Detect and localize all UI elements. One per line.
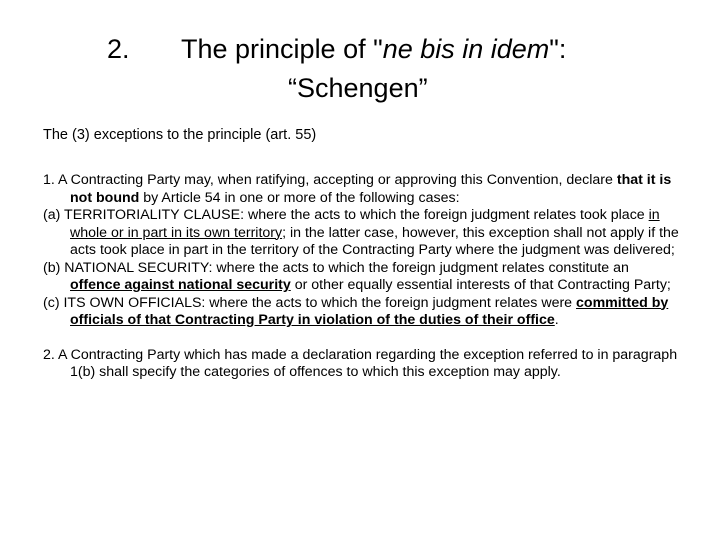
case-a <box>43 207 683 260</box>
paragraph-2: 2. A Contracting Party which has made a declaration regarding the exception referred to in paragraph 1(b) shall specify the categories of offences to which this exception may apply. <box>43 346 678 380</box>
case-a-underlined: in whole or in part in its own territory <box>70 207 660 241</box>
article-text <box>43 172 683 382</box>
case-a-part-2: ; in the latter case, however, this exception shall not apply if the acts took place in part in the territory of the Contracting Party where the judgment was delivered; <box>70 224 679 258</box>
title-prefix: The principle of " <box>181 34 383 64</box>
title-text <box>181 30 566 69</box>
case-b-underlined: offence against national security <box>70 277 291 293</box>
case-c-underlined: committed by officials of that Contracting Party in violation of the duties of their office <box>70 294 669 328</box>
case-b-part-2: or other equally essential interests of that Contracting Party; <box>290 277 671 293</box>
paragraph-1-part-2: by Article 54 in one or more of the following cases: <box>139 189 460 206</box>
title-latin-phrase: ne bis in idem <box>382 34 550 64</box>
paragraph-1-bold: that it is not bound <box>70 172 672 206</box>
title-suffix: ": <box>549 34 567 64</box>
title-line-1 <box>0 30 720 69</box>
case-b-part-1: (b) NATIONAL SECURITY: where the acts to which the foreign judgment relates constitute an <box>43 259 629 276</box>
paragraph-1 <box>43 172 683 207</box>
slide-title <box>0 30 720 103</box>
subheading: The (3) exceptions to the principle (art. 55) <box>43 127 317 143</box>
case-c-part-1: (c) ITS OWN OFFICIALS: where the acts to which the foreign judgment relates were <box>43 294 577 311</box>
paragraph-gap <box>43 330 683 347</box>
title-number: 2. <box>107 34 130 64</box>
case-c <box>43 295 683 330</box>
case-c-part-2: . <box>554 312 559 328</box>
case-a-part-1: (a) TERRITORIALITY CLAUSE: where the acts to which the foreign judgment relates took place <box>43 207 649 223</box>
title-line-2: “Schengen” <box>288 73 428 103</box>
paragraph-1-part-1: 1. A Contracting Party may, when ratifying, accepting or approving this Convention, declare <box>43 172 617 188</box>
case-b <box>43 260 683 295</box>
